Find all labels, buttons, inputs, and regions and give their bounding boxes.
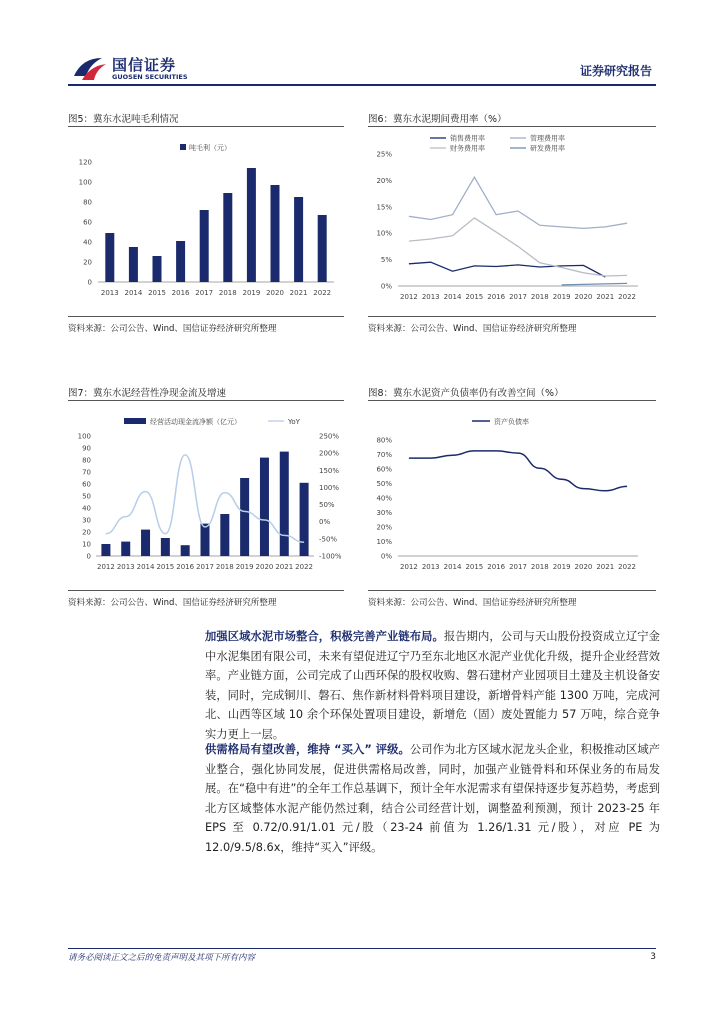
- y-tick-label: 80: [83, 198, 92, 207]
- y-left-tick-label: 40: [82, 504, 91, 513]
- x-tick-label: 2012: [96, 563, 115, 571]
- y-right-tick-label: 200%: [319, 449, 340, 458]
- x-tick-label: 2019: [235, 563, 254, 571]
- y-tick-label: 0%: [380, 282, 392, 291]
- x-tick-label: 2022: [618, 563, 637, 571]
- chart-expense-ratios: [368, 132, 656, 312]
- x-tick-label: 2019: [552, 563, 571, 571]
- x-tick-label: 2020: [266, 289, 284, 297]
- page-number: 3: [650, 952, 656, 962]
- chart-7-svg: [68, 406, 344, 586]
- bar: [121, 542, 130, 556]
- bar: [129, 247, 138, 282]
- bar: [101, 544, 110, 556]
- legend-label: 吨毛利（元）: [189, 144, 231, 152]
- y-tick-label: 40%: [376, 494, 392, 503]
- y-right-tick-label: 100%: [319, 483, 340, 492]
- x-tick-label: 2012: [399, 563, 418, 571]
- chart-operating-cashflow: [68, 406, 344, 586]
- figure-6-source: 资料来源：公司公告、Wind、国信证券经济研究所整理: [368, 324, 577, 334]
- x-tick-label: 2019: [552, 293, 571, 301]
- x-tick-label: 2022: [618, 293, 637, 301]
- header-divider: [68, 84, 656, 86]
- x-tick-label: 2020: [574, 563, 593, 571]
- x-tick-label: 2016: [171, 289, 190, 297]
- series-line: [409, 262, 605, 277]
- bar: [240, 478, 249, 556]
- page-header: [0, 0, 724, 90]
- x-tick-label: 2013: [116, 563, 135, 571]
- bar: [200, 210, 209, 282]
- y-tick-label: 60: [83, 218, 92, 227]
- legend-label: 财务费用率: [450, 144, 485, 153]
- figure-5-title: 图5：冀东水泥吨毛利情况: [68, 114, 179, 125]
- y-left-tick-label: 80: [82, 456, 91, 465]
- legend-label: 经营活动现金流净额（亿元）: [150, 418, 241, 426]
- x-tick-label: 2015: [465, 563, 484, 571]
- figure-6-title: 图6：冀东水泥期间费用率（%）: [368, 114, 507, 125]
- legend-label: 研发费用率: [530, 144, 565, 153]
- figure-6-title-rule: [368, 126, 656, 127]
- x-tick-label: 2013: [421, 563, 440, 571]
- y-tick-label: 10%: [376, 229, 392, 238]
- bar: [201, 524, 210, 556]
- report-type-label: 证券研究报告: [579, 64, 652, 78]
- figure-6-bottom-rule: [368, 316, 656, 317]
- x-tick-label: 2012: [399, 293, 418, 301]
- y-tick-label: 5%: [380, 256, 392, 265]
- y-left-tick-label: 0: [86, 552, 91, 561]
- paragraph-market-integration: [205, 627, 660, 744]
- chart-5-svg: [68, 132, 344, 312]
- figure-5-title-rule: [68, 126, 344, 127]
- y-left-tick-label: 10: [82, 540, 91, 549]
- x-tick-label: 2018: [530, 563, 549, 571]
- y-tick-label: 20%: [376, 523, 392, 532]
- y-tick-label: 40: [83, 238, 92, 247]
- y-right-tick-label: -100%: [319, 552, 342, 561]
- bar: [141, 530, 150, 556]
- figure-8-title-rule: [368, 400, 656, 401]
- y-left-tick-label: 50: [82, 492, 91, 501]
- x-tick-label: 2016: [176, 563, 195, 571]
- paragraph-2-body: 公司作为北方区域水泥龙头企业，积极推动区域产业整合，强化协同发展，促进供需格局改善，同时，加强产业链骨料和环保业务的布局发展。在“稳中有进”的全年工作总基调下，预计全年水泥需求有望保持逐步复苏趋势，考虑到北方区域整体水泥产能仍然过剩，结合公司经营计划，调整盈利预测，预计 2023-25 年 EPS 至 0.72/0.91/1.01 元/股（23-24 前值为 1.26/1.31 元/股），对应 PE 为 12.0/9.5/8.6x，维持“买入”评级。: [205, 743, 660, 854]
- y-tick-label: 20%: [376, 176, 392, 185]
- x-tick-label: 2014: [443, 293, 462, 301]
- x-tick-label: 2021: [289, 289, 308, 297]
- chart-6-svg: [368, 132, 656, 312]
- chart-debt-ratio: [368, 406, 656, 586]
- x-tick-label: 2021: [275, 563, 294, 571]
- y-left-tick-label: 60: [82, 480, 91, 489]
- x-tick-label: 2018: [215, 563, 234, 571]
- y-tick-label: 120: [78, 158, 92, 167]
- footer-divider: [68, 948, 656, 949]
- x-tick-label: 2017: [196, 563, 214, 571]
- chart-8-svg: [368, 406, 656, 586]
- y-right-tick-label: 150%: [319, 466, 340, 475]
- legend-label: 资产负债率: [494, 418, 529, 426]
- bar: [271, 185, 280, 282]
- x-tick-label: 2021: [596, 563, 615, 571]
- x-tick-label: 2017: [509, 293, 527, 301]
- figure-7-bottom-rule: [68, 590, 344, 591]
- x-tick-label: 2016: [487, 293, 506, 301]
- figure-7-title: 图7：冀东水泥经营性净现金流及增速: [68, 388, 227, 399]
- bar: [247, 168, 256, 282]
- figure-8-bottom-rule: [368, 590, 656, 591]
- figure-8-source: 资料来源：公司公告、Wind、国信证券经济研究所整理: [368, 598, 577, 608]
- y-left-tick-label: 20: [82, 528, 91, 537]
- series-line: [409, 177, 627, 228]
- y-tick-label: 100: [78, 178, 92, 187]
- y-tick-label: 15%: [376, 203, 392, 212]
- bar: [280, 452, 289, 556]
- x-tick-label: 2015: [148, 289, 166, 297]
- x-tick-label: 2022: [313, 289, 332, 297]
- bar: [318, 215, 327, 282]
- x-tick-label: 2018: [218, 289, 237, 297]
- bar: [220, 514, 229, 556]
- logo-mark-icon: [72, 54, 108, 84]
- company-logo: [72, 54, 212, 86]
- y-tick-label: 10%: [376, 538, 392, 546]
- legend-label: 管理费用率: [530, 134, 565, 143]
- x-tick-label: 2022: [295, 563, 314, 571]
- y-left-tick-label: 30: [82, 516, 91, 525]
- x-tick-label: 2020: [574, 293, 593, 301]
- paragraph-1-body: 报告期内，公司与天山股份投资成立辽宁金中水泥集团有限公司，未来有望促进辽宁乃至东北地区水泥产业优化升级，提升企业经营效率。产业链方面，公司完成了山西环保的股权收购、磐石建材产业园项目土建及主机设备安装，同时，完成铜川、磐石、焦作新材料骨料项目建设，新增骨料产能 1300 万吨，完成河北、山西等区域 10 余个环保处置项目建设，新增危（固）废处置能力 57 万吨，综合竞争实力更上一层。: [205, 630, 660, 741]
- x-tick-label: 2020: [255, 563, 274, 571]
- chart-gross-profit-per-ton: [68, 132, 344, 312]
- paragraph-2-lead: 供需格局有望改善，维持 “买入” 评级。: [205, 743, 410, 756]
- y-right-tick-label: 250%: [319, 432, 340, 441]
- y-tick-label: 25%: [376, 150, 392, 159]
- paragraph-1-lead: 加强区域水泥市场整合，积极完善产业链布局。: [205, 630, 444, 643]
- x-tick-label: 2016: [487, 563, 506, 571]
- y-right-tick-label: 0%: [319, 518, 331, 527]
- y-left-tick-label: 90: [82, 444, 91, 453]
- y-tick-label: 70%: [376, 451, 392, 459]
- y-right-tick-label: -50%: [319, 535, 338, 544]
- series-line: [562, 283, 628, 285]
- x-tick-label: 2017: [509, 563, 527, 571]
- bar: [223, 193, 232, 282]
- bar: [260, 458, 269, 556]
- x-tick-label: 2014: [443, 563, 462, 571]
- y-tick-label: 30%: [376, 509, 392, 517]
- x-tick-label: 2014: [136, 563, 155, 571]
- bar: [294, 197, 303, 282]
- y-left-tick-label: 100: [77, 432, 91, 441]
- legend-swatch: [180, 144, 186, 150]
- figure-7-source: 资料来源：公司公告、Wind、国信证券经济研究所整理: [68, 598, 277, 608]
- y-tick-label: 50%: [376, 480, 392, 488]
- x-tick-label: 2017: [195, 289, 214, 297]
- series-line: [409, 451, 627, 491]
- logo-text-cn: 国信证券: [112, 56, 177, 74]
- figure-7-title-rule: [68, 400, 344, 401]
- x-tick-label: 2015: [156, 563, 175, 571]
- logo-text-en: GUOSEN SECURITIES: [112, 73, 188, 81]
- bar: [153, 256, 162, 282]
- y-tick-label: 0: [87, 278, 92, 287]
- bar: [105, 233, 114, 282]
- y-right-tick-label: 50%: [319, 501, 335, 510]
- figure-5-bottom-rule: [68, 316, 344, 317]
- footer-disclaimer: 请务必阅读正文之后的免责声明及其项下所有内容: [68, 953, 256, 963]
- bar: [161, 538, 170, 556]
- figure-8-title: 图8：冀东水泥资产负债率仍有改善空间（%）: [368, 388, 564, 399]
- bar: [176, 241, 185, 282]
- bar: [300, 483, 309, 556]
- x-tick-label: 2013: [100, 289, 119, 297]
- x-tick-label: 2013: [421, 293, 440, 301]
- y-left-tick-label: 70: [82, 468, 91, 477]
- y-tick-label: 60%: [376, 465, 392, 474]
- y-tick-label: 80%: [376, 436, 392, 445]
- x-tick-label: 2018: [530, 293, 549, 301]
- x-tick-label: 2019: [242, 289, 261, 297]
- bar: [181, 545, 190, 556]
- legend-swatch: [124, 418, 146, 424]
- y-tick-label: 0%: [380, 552, 392, 561]
- y-tick-label: 20: [83, 258, 92, 267]
- x-tick-label: 2015: [465, 293, 484, 301]
- paragraph-rating: [205, 740, 660, 857]
- figure-5-source: 资料来源：公司公告、Wind、国信证券经济研究所整理: [68, 324, 277, 334]
- x-tick-label: 2021: [596, 293, 615, 301]
- x-tick-label: 2014: [124, 289, 143, 297]
- legend-label: YoY: [288, 418, 300, 426]
- legend-label: 销售费用率: [450, 134, 485, 143]
